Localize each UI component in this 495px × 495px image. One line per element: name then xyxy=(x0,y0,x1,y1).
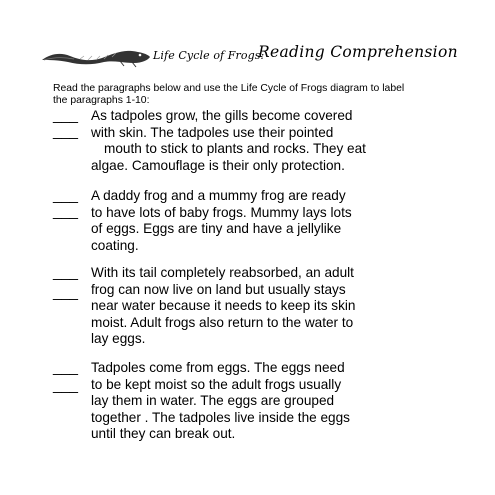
paragraph-line: frog can now live on land but usually stays xyxy=(91,281,346,297)
paragraph-line: With its tail completely reabsorbed, an adult xyxy=(91,265,354,280)
instructions xyxy=(53,83,473,106)
paragraph-4 xyxy=(53,360,483,446)
paragraph-line: with skin. The tadpoles use their pointed xyxy=(91,124,334,140)
worksheet-header xyxy=(40,36,480,76)
answer-blank[interactable]: ___ xyxy=(53,284,79,301)
paragraph-3 xyxy=(53,265,483,351)
paragraph-text xyxy=(91,265,483,348)
paragraph-line: of eggs. Eggs are tiny and have a jellylike xyxy=(91,221,342,236)
paragraph-2 xyxy=(53,188,483,258)
paragraph-line: until they can break out. xyxy=(91,426,236,441)
paragraph-line: moist. Adult frogs also return to the water to xyxy=(91,314,354,330)
paragraph-line: to have lots of baby frogs. Mummy lays lots xyxy=(91,204,352,220)
paragraph-text xyxy=(91,360,483,443)
paragraph-text xyxy=(91,188,483,254)
answer-blank[interactable]: ___ xyxy=(53,123,79,140)
paragraph-text xyxy=(91,108,483,174)
paragraph-1 xyxy=(53,108,483,178)
answer-blank[interactable]: ___ xyxy=(53,359,79,376)
paragraph-line: lay them in water. The eggs are grouped xyxy=(91,393,335,408)
answer-blank[interactable]: ___ xyxy=(53,264,79,281)
answer-blank[interactable]: ___ xyxy=(53,377,79,394)
paragraph-line: mouth to stick to plants and rocks. They eat xyxy=(104,141,366,156)
paragraph-line: A daddy frog and a mummy frog are ready xyxy=(91,188,346,203)
instructions-line: the paragraphs 1-10: xyxy=(53,94,150,106)
page-title: Reading Comprehension xyxy=(258,43,458,61)
answer-blank[interactable]: ___ xyxy=(53,107,79,124)
paragraph-line: coating. xyxy=(91,237,139,253)
paragraph-line: algae. Camouflage is their only protection. xyxy=(91,157,345,173)
paragraph-line: together . The tadpoles live inside the eggs xyxy=(91,409,350,425)
answer-blank[interactable]: ___ xyxy=(53,203,79,220)
title-prefix: Life Cycle of Frogs: xyxy=(153,49,265,62)
answer-blank[interactable]: ___ xyxy=(53,187,79,204)
paragraph-line: Tadpoles come from eggs. The eggs need xyxy=(91,360,345,375)
paragraph-line: to be kept moist so the adult frogs usually xyxy=(91,376,342,392)
instructions-line: Read the paragraphs below and use the Life Cycle of Frogs diagram to label xyxy=(53,83,405,94)
paragraph-line: As tadpoles grow, the gills become covered xyxy=(91,108,353,123)
paragraph-line: lay eggs. xyxy=(91,331,146,346)
paragraph-line: near water because it needs to keep its skin xyxy=(91,298,356,313)
tadpole-icon xyxy=(40,44,152,70)
